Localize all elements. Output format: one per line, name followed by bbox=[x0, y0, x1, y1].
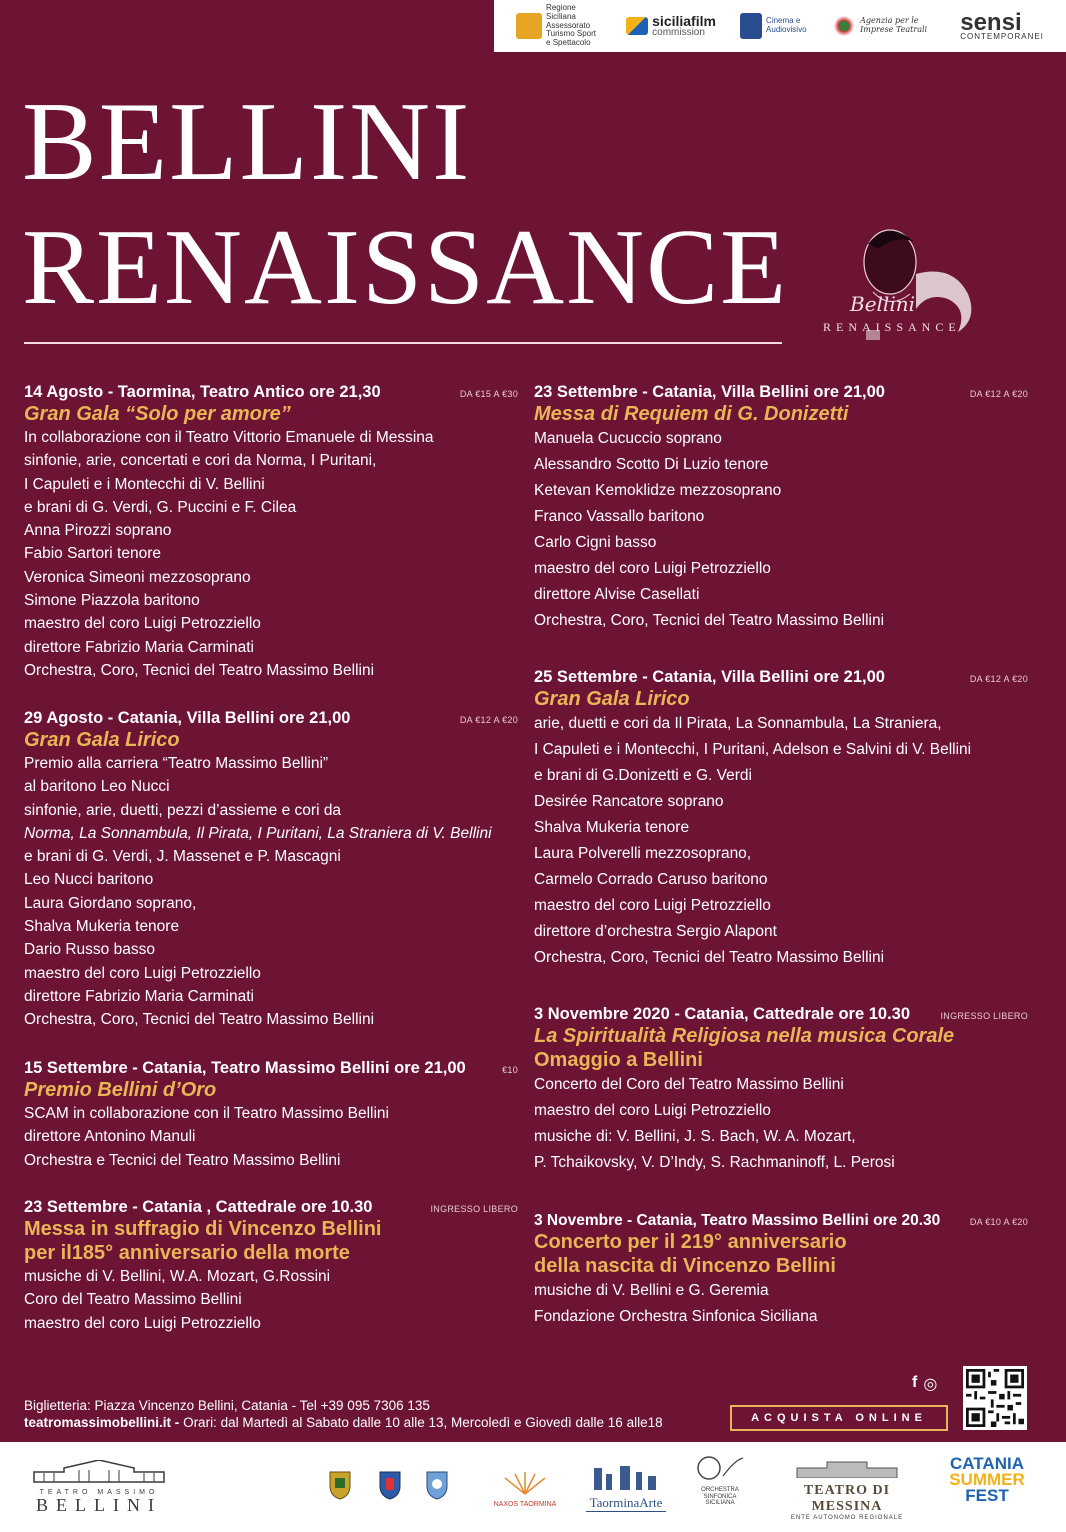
footer-info bbox=[24, 1397, 663, 1431]
catania-summer-fest-logo: CATANIA SUMMER FEST bbox=[949, 1454, 1025, 1506]
naxos-taormina-logo: NAXOS TAORMINA bbox=[490, 1472, 560, 1508]
teatro-massimo-bellini-logo: TEATRO MASSIMO BELLINI bbox=[24, 1460, 174, 1514]
event-line: sinfonie, arie, concertati e cori da Norma, I Puritani, bbox=[24, 452, 377, 470]
event-price: INGRESSO LIBERO bbox=[430, 1204, 518, 1214]
sun-rays-icon bbox=[500, 1472, 550, 1496]
event-line: e brani di G. Verdi, J. Massenet e P. Mascagni bbox=[24, 848, 341, 866]
event-line: e brani di G.Donizetti e G. Verdi bbox=[534, 767, 752, 784]
event-title-2: per il185° anniversario della morte bbox=[24, 1242, 350, 1264]
orchestra-sinfonica-logo: ORCHESTRA SINFONICA SICILIANA bbox=[692, 1454, 748, 1507]
event-title: Messa in suffragio di Vincenzo Bellini bbox=[24, 1218, 382, 1240]
event-title: La Spiritualità Religiosa nella musica Corale bbox=[534, 1025, 955, 1047]
qr-code-icon[interactable] bbox=[963, 1366, 1027, 1430]
event-line: direttore d’orchestra Sergio Alapont bbox=[534, 923, 777, 940]
event-line: I Capuleti e i Montecchi di V. Bellini bbox=[24, 475, 265, 493]
event-price: DA €12 A €20 bbox=[969, 389, 1028, 399]
event-3-novembre-cattedrale bbox=[534, 1005, 1028, 1176]
event-line: SCAM in collaborazione con il Teatro Massimo Bellini bbox=[24, 1105, 389, 1122]
emblem-signature: Bellini bbox=[850, 292, 915, 316]
event-line: Orchestra, Coro, Tecnici del Teatro Massimo Bellini bbox=[24, 1011, 375, 1029]
taormina-arte-logo: TaorminaArte bbox=[586, 1464, 666, 1512]
event-title: Gran Gala “Solo per amore” bbox=[24, 403, 291, 425]
mibact-icon bbox=[740, 13, 762, 39]
event-line: arie, duetti e cori da Il Pirata, La Sonnambula, La Straniera, bbox=[534, 715, 942, 732]
event-title: Concerto per il 219° anniversario bbox=[534, 1231, 847, 1253]
event-line: Simone Piazzola baritono bbox=[24, 592, 200, 610]
emblem-text: RENAISSANCE bbox=[823, 320, 961, 334]
event-line: Premio alla carriera “Teatro Massimo Bellini” bbox=[24, 755, 329, 772]
event-line: maestro del coro Luigi Petrozziello bbox=[534, 1102, 771, 1119]
event-title: Gran Gala Lirico bbox=[24, 729, 180, 751]
partner-logos-band bbox=[0, 1442, 1066, 1532]
event-title-2: Omaggio a Bellini bbox=[534, 1049, 703, 1071]
event-line: Manuela Cucuccio soprano bbox=[534, 430, 722, 447]
event-line: direttore Fabrizio Maria Carminati bbox=[24, 638, 254, 656]
event-line: Shalva Mukeria tenore bbox=[24, 918, 180, 936]
event-line: P. Tchaikovsky, V. D’Indy, S. Rachmaninoff, L. Perosi bbox=[534, 1154, 895, 1171]
title-bellini: BELLINI bbox=[22, 80, 472, 204]
event-line: e brani di G. Verdi, G. Puccini e F. Cilea bbox=[24, 498, 297, 516]
event-price: DA €15 A €30 bbox=[459, 389, 518, 399]
event-line: Laura Polverelli mezzosoprano, bbox=[534, 845, 752, 862]
opening-hours: Orari: dal Martedì al Sabato dalle 10 alle 13, Mercoledì e Giovedì dalle 16 alle18 bbox=[183, 1415, 663, 1430]
sensi-contemporanei-logo: sensi CONTEMPORANEI bbox=[960, 8, 1044, 42]
title-renaissance: RENAISSANCE bbox=[22, 208, 789, 327]
event-title: Gran Gala Lirico bbox=[534, 688, 690, 710]
event-14-agosto bbox=[24, 383, 518, 682]
event-date: 3 Novembre 2020 - Catania, Cattedrale ore 10.30 bbox=[534, 1005, 911, 1023]
event-line: Norma, La Sonnambula, Il Pirata, I Puritani, La Straniera di V. Bellini bbox=[24, 824, 492, 842]
event-date: 14 Agosto - Taormina, Teatro Antico ore 21,30 bbox=[24, 383, 381, 401]
event-line: Orchestra, Coro, Tecnici del Teatro Massimo Bellini bbox=[534, 612, 885, 629]
event-line: direttore Antonino Manuli bbox=[24, 1128, 196, 1146]
event-line: musiche di V. Bellini e G. Geremia bbox=[534, 1282, 769, 1299]
facebook-icon[interactable]: f bbox=[912, 1374, 918, 1391]
event-line: Orchestra e Tecnici del Teatro Massimo Bellini bbox=[24, 1151, 341, 1169]
orchestra-circle-icon bbox=[695, 1454, 745, 1482]
event-line: Dario Russo basso bbox=[24, 941, 155, 959]
event-23-settembre-cattedrale bbox=[24, 1198, 518, 1335]
theatre-facade-icon bbox=[24, 1460, 174, 1484]
event-price: DA €12 A €20 bbox=[969, 674, 1028, 684]
event-line: maestro del coro Luigi Petrozziello bbox=[534, 560, 771, 577]
event-line: Carlo Cigni basso bbox=[534, 534, 657, 551]
event-line: al baritono Leo Nucci bbox=[24, 778, 170, 796]
ruins-icon bbox=[590, 1464, 662, 1490]
event-15-settembre bbox=[24, 1059, 518, 1172]
event-line: Shalva Mukeria tenore bbox=[534, 819, 690, 836]
event-price: DA €12 A €20 bbox=[459, 715, 518, 725]
event-line: In collaborazione con il Teatro Vittorio Emanuele di Messina bbox=[24, 429, 434, 446]
event-line: Desirée Rancatore soprano bbox=[534, 793, 724, 810]
event-date: 23 Settembre - Catania, Villa Bellini ore 21,00 bbox=[534, 383, 885, 401]
event-3-novembre-teatro bbox=[534, 1212, 1028, 1330]
title-divider bbox=[24, 342, 782, 344]
event-line: I Capuleti e i Montecchi, I Puritani, Adelson e Salvini di V. Bellini bbox=[534, 741, 972, 758]
event-line: maestro del coro Luigi Petrozziello bbox=[534, 897, 771, 914]
event-line: sinfonie, arie, duetti, pezzi d’assieme e cori da bbox=[24, 801, 342, 819]
buy-online-button[interactable]: ACQUISTA ONLINE bbox=[730, 1405, 948, 1431]
event-line: direttore Fabrizio Maria Carminati bbox=[24, 987, 254, 1005]
event-title: Premio Bellini d’Oro bbox=[24, 1079, 217, 1101]
event-title-2: della nascita di Vincenzo Bellini bbox=[534, 1255, 836, 1277]
event-line: Anna Pirozzi soprano bbox=[24, 522, 172, 540]
municipal-crest-2-icon bbox=[378, 1466, 402, 1505]
social-links bbox=[912, 1374, 937, 1394]
event-line: Concerto del Coro del Teatro Massimo Bellini bbox=[534, 1076, 844, 1093]
event-price: DA €10 A €20 bbox=[969, 1217, 1028, 1227]
italy-emblem-icon bbox=[832, 14, 856, 38]
instagram-icon[interactable]: ◎ bbox=[923, 1376, 938, 1393]
event-29-agosto bbox=[24, 709, 518, 1032]
event-price: €10 bbox=[502, 1065, 518, 1075]
event-line: Coro del Teatro Massimo Bellini bbox=[24, 1291, 242, 1309]
event-25-settembre bbox=[534, 668, 1028, 971]
event-date: 15 Settembre - Catania, Teatro Massimo Bellini ore 21,00 bbox=[24, 1059, 466, 1077]
event-line: maestro del coro Luigi Petrozziello bbox=[24, 1314, 261, 1332]
event-date: 29 Agosto - Catania, Villa Bellini ore 21,00 bbox=[24, 709, 351, 727]
event-title: Messa di Requiem di G. Donizetti bbox=[534, 403, 849, 425]
event-line: maestro del coro Luigi Petrozziello bbox=[24, 615, 261, 633]
teatro-di-messina-logo: TEATRO DI MESSINA ENTE AUTONOMO REGIONALE bbox=[776, 1458, 918, 1521]
event-line: Orchestra, Coro, Tecnici del Teatro Massimo Bellini bbox=[534, 949, 885, 966]
event-date: 23 Settembre - Catania , Cattedrale ore 10.30 bbox=[24, 1198, 373, 1216]
trinacria-icon bbox=[516, 13, 542, 39]
siciliafilm-icon bbox=[626, 17, 648, 35]
event-line: Ketevan Kemoklidze mezzosoprano bbox=[534, 482, 782, 499]
event-line: Alessandro Scotto Di Luzio tenore bbox=[534, 456, 769, 473]
event-line: maestro del coro Luigi Petrozziello bbox=[24, 964, 261, 982]
event-line: musiche di V. Bellini, W.A. Mozart, G.Rossini bbox=[24, 1268, 331, 1285]
event-line: Fondazione Orchestra Sinfonica Siciliana bbox=[534, 1308, 818, 1325]
event-line: direttore Alvise Casellati bbox=[534, 586, 700, 603]
event-line: Fabio Sartori tenore bbox=[24, 545, 161, 563]
event-line: Carmelo Corrado Caruso baritono bbox=[534, 871, 768, 888]
event-line: Laura Giordano soprano, bbox=[24, 894, 197, 912]
event-line: Orchestra, Coro, Tecnici del Teatro Massimo Bellini bbox=[24, 661, 375, 679]
messina-theatre-icon bbox=[787, 1458, 907, 1478]
municipal-crest-1-icon bbox=[328, 1466, 352, 1505]
event-price: INGRESSO LIBERO bbox=[940, 1011, 1028, 1021]
regione-siciliana-logo: Regione Siciliana Assessorato Turismo Sport e Spettacolo bbox=[516, 4, 602, 48]
event-line: Veronica Simeoni mezzosoprano bbox=[24, 568, 251, 586]
cinema-audiovisivo-logo: Cinema e Audiovisivo bbox=[740, 13, 808, 39]
event-line: musiche di: V. Bellini, J. S. Bach, W. A. Mozart, bbox=[534, 1128, 856, 1145]
website-link[interactable]: teatromassimobellini.it - bbox=[24, 1415, 180, 1430]
box-office-text: Biglietteria: Piazza Vincenzo Bellini, Catania - Tel +39 095 7306 135 bbox=[24, 1398, 430, 1413]
event-23-settembre-villa bbox=[534, 383, 1028, 634]
municipal-crest-3-icon bbox=[425, 1466, 449, 1505]
event-date: 25 Settembre - Catania, Villa Bellini ore 21,00 bbox=[534, 668, 885, 686]
event-date: 3 Novembre - Catania, Teatro Massimo Bellini ore 20.30 bbox=[534, 1212, 941, 1229]
event-line: Franco Vassallo baritono bbox=[534, 508, 705, 525]
event-line: Leo Nucci baritono bbox=[24, 871, 154, 889]
sponsor-strip bbox=[494, 0, 1066, 52]
siciliafilm-logo: siciliafilm commission bbox=[626, 15, 716, 37]
agenzia-logo: Agenzia per le Imprese Teatrali bbox=[832, 14, 936, 38]
